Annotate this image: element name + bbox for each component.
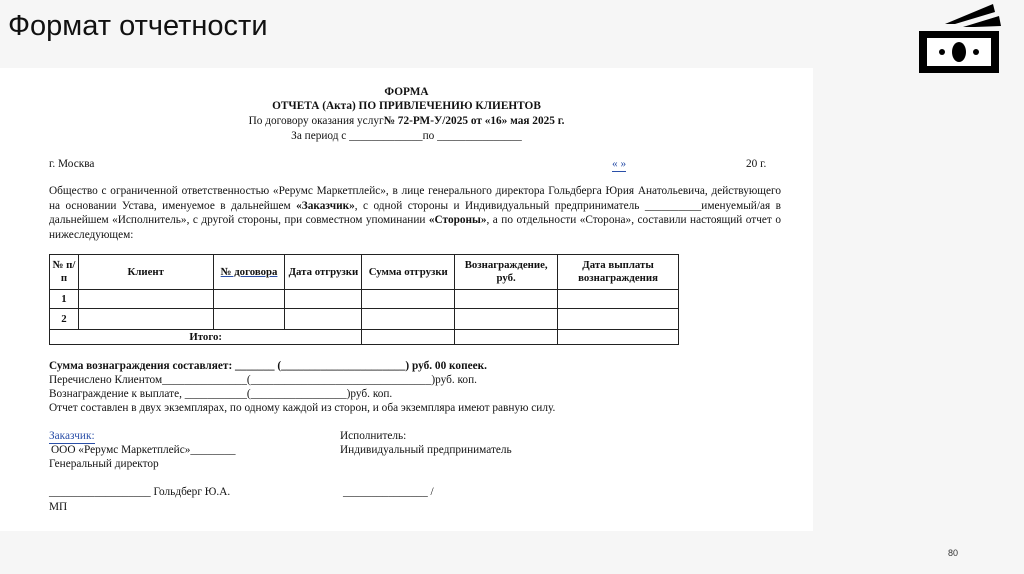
header-cell: Вознаграждение, руб. (455, 255, 558, 290)
clients-table (49, 254, 679, 345)
header-cell: Сумма отгрузки (362, 255, 455, 290)
cell (362, 290, 455, 309)
header-cell: № п/п (50, 255, 79, 290)
preamble-part-2: , с одной стороны и Индивидуальный предприниматель __________именуемый/ая в дальнейшем «Исполнитель», с другой стороны, при совместном упоминании (49, 199, 781, 226)
page-number: 80 (948, 548, 959, 558)
cell (78, 290, 213, 309)
doc-preamble (49, 184, 781, 242)
slide-title: Формат отчетности (8, 10, 268, 42)
cell (213, 309, 285, 330)
header-cell: Клиент (78, 255, 213, 290)
table-row (50, 290, 679, 309)
cell (362, 330, 455, 345)
preamble-part-3: , а по отдельности «Сторона», составили настоящий отчет о нижеследующем: (49, 214, 781, 241)
doc-sum-line: Сумма вознаграждения составляет: _______ (______________________) руб. 00 копеек. (49, 360, 487, 372)
cell (558, 330, 679, 345)
doc-date-quotes: « » (612, 158, 627, 170)
doc-heading-form: ФОРМА (384, 86, 429, 98)
table-total-row (50, 330, 679, 345)
doc-city: г. Москва (49, 158, 95, 170)
customer-role: Генеральный директор (49, 458, 159, 470)
table-header-row (50, 255, 679, 290)
cell (362, 309, 455, 330)
preamble-customer: «Заказчик» (296, 199, 355, 212)
header-cell: Дата выплаты вознаграждения (558, 255, 679, 290)
cell (285, 309, 362, 330)
contract-prefix: По договору оказания услуг (248, 115, 384, 127)
doc-year: 20 г. (746, 158, 767, 170)
doc-contract-line (0, 115, 813, 128)
total-label: Итого: (50, 330, 362, 345)
executor-role: Индивидуальный предприниматель (340, 444, 512, 456)
doc-period: За период с _____________по _______________ (291, 130, 522, 142)
executor-label: Исполнитель: (340, 430, 407, 442)
table-row (50, 309, 679, 330)
stamp-label: МП (49, 501, 68, 513)
cell (455, 330, 558, 345)
money-bill-icon (915, 2, 1001, 74)
executor-signature: _______________ / (343, 486, 434, 498)
doc-copies: Отчет составлен в двух экземплярах, по одному каждой из сторон, и оба экземпляра имеют равную силу. (49, 402, 556, 414)
header-cell: № договора (213, 255, 285, 290)
row-number: 1 (50, 290, 79, 309)
doc-payout: Вознаграждение к выплате, ___________(_________________)руб. коп. (49, 388, 393, 400)
doc-transferred: Перечислено Клиентом_______________(________________________________)руб. коп. (49, 374, 477, 386)
cell (455, 309, 558, 330)
cell (558, 309, 679, 330)
customer-signature: __________________ Гольдберг Ю.А. (49, 486, 231, 498)
preamble-part-1: Общество с ограниченной ответственностью «Рерумс Маркетплейс», в лице генерального директора Гольдберга Юрия Анатольевича, действующего на основании Устава, именуемое в дальнейшем (49, 185, 781, 212)
cell (78, 309, 213, 330)
report-form-document (0, 68, 813, 531)
cell (285, 290, 362, 309)
cell (558, 290, 679, 309)
preamble-parties: «Стороны» (428, 214, 487, 226)
cell (455, 290, 558, 309)
header-cell: Дата отгрузки (285, 255, 362, 290)
doc-heading-report: ОТЧЕТА (Акта) ПО ПРИВЛЕЧЕНИЮ КЛИЕНТОВ (272, 100, 541, 112)
customer-name: ООО «Рерумс Маркетплейс»________ (51, 444, 236, 456)
contract-number: № 72-РМ-У/2025 от «16» мая 2025 г. (383, 115, 565, 127)
customer-label: Заказчик: (49, 430, 95, 442)
row-number: 2 (50, 309, 79, 330)
cell (213, 290, 285, 309)
